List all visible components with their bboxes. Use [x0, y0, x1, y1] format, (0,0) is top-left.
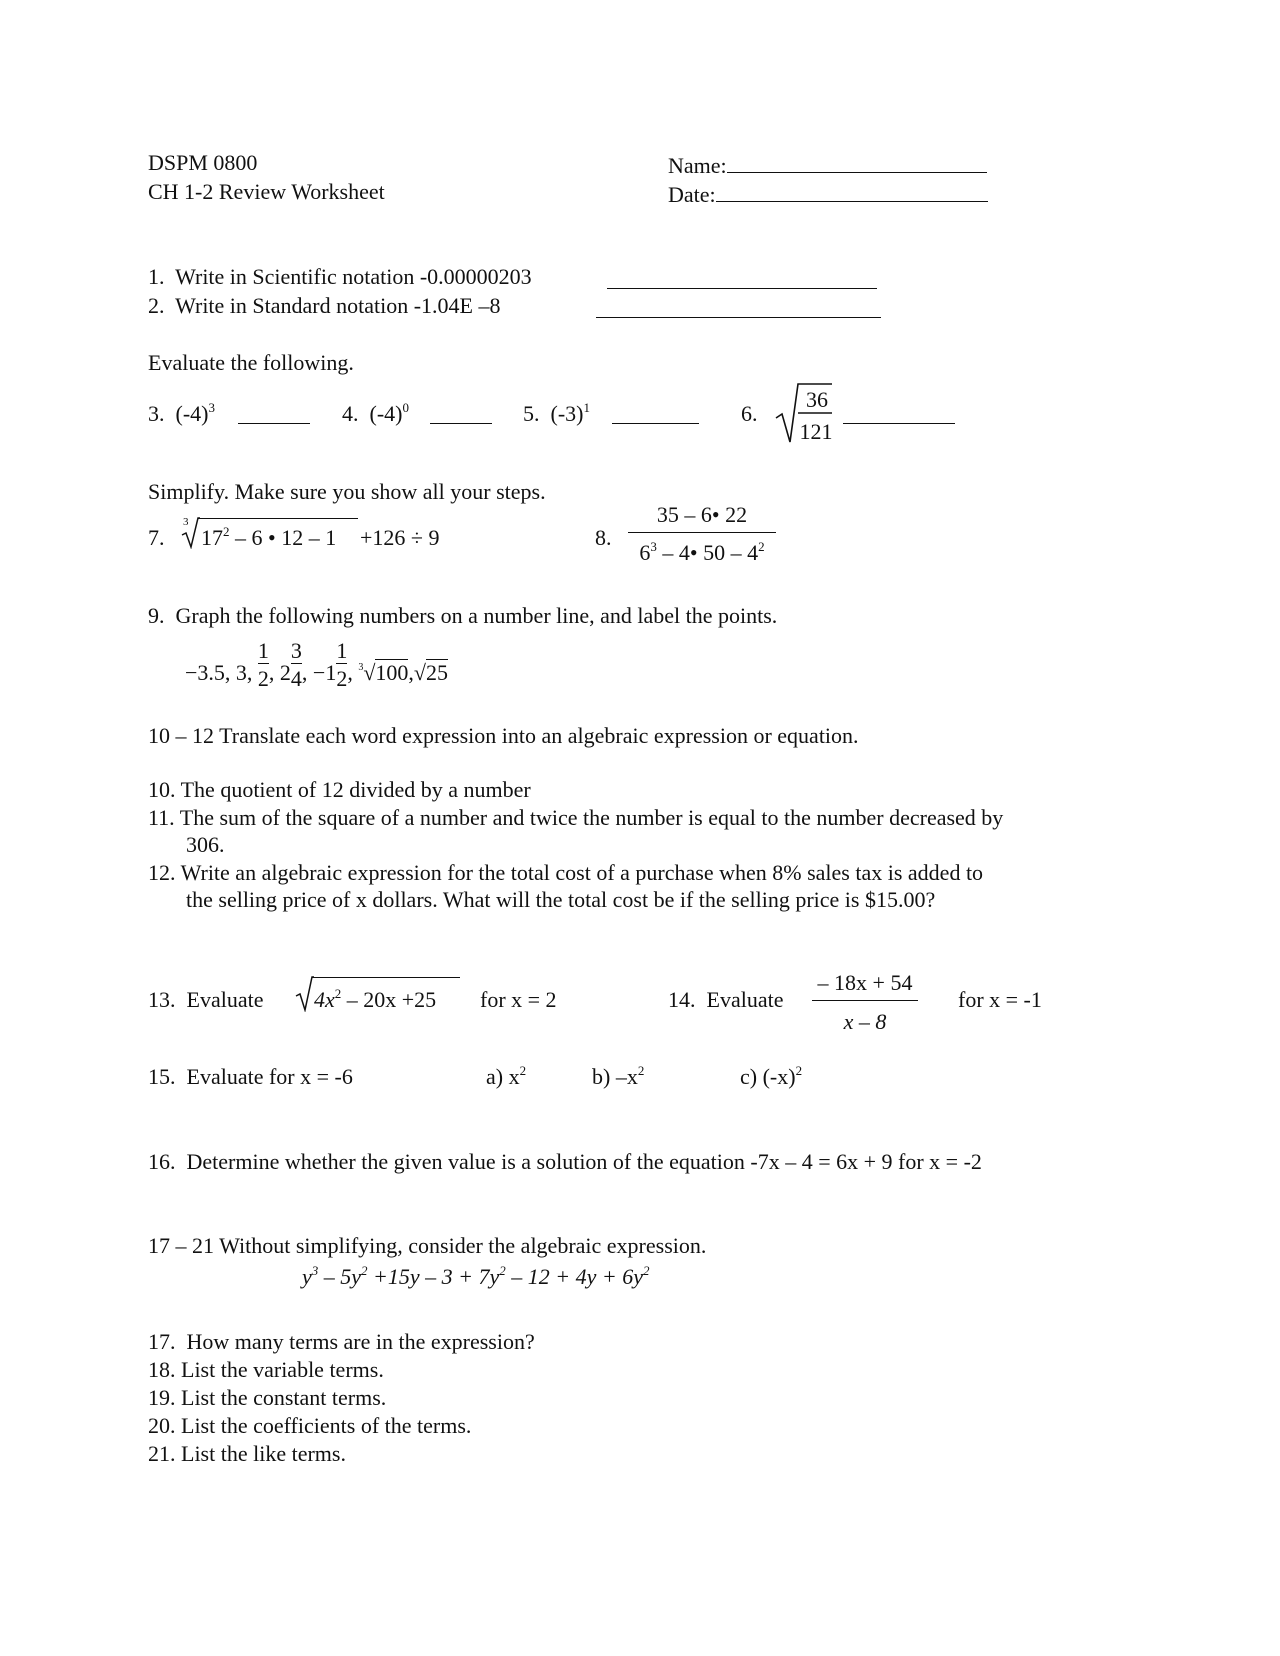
- q9-number: 9.: [148, 603, 165, 628]
- q9-f3-num: 1: [336, 638, 348, 663]
- q15-c-exponent: 2: [795, 1063, 803, 1078]
- q7-rest: – 6 • 12 – 1: [235, 525, 337, 550]
- name-field: [668, 152, 987, 177]
- q15-part-b: [592, 1063, 645, 1089]
- q15-part-c: [740, 1063, 803, 1089]
- q9-fraction-1: [258, 638, 269, 692]
- q1-text: Write in Scientific notation -0.00000203: [175, 264, 532, 289]
- course-code: DSPM 0800: [148, 150, 258, 175]
- expr-part-4: – 12 + 4y + 6y: [511, 1264, 643, 1289]
- question-4: [342, 400, 409, 426]
- q9-root-2-radicand: 25: [426, 659, 448, 685]
- q9-fraction-2: [291, 638, 302, 692]
- q9-root-1: $^3$√100: [358, 659, 409, 685]
- q4-exponent: 0: [402, 400, 409, 415]
- q8-den-exponent: 3: [650, 539, 657, 554]
- q19-text: List the constant terms.: [181, 1385, 387, 1410]
- q5-number: 5.: [523, 401, 540, 426]
- question-12: [148, 862, 983, 884]
- q10-text: The quotient of 12 divided by a number: [180, 777, 531, 802]
- question-14: [668, 989, 783, 1011]
- q11-line-1: The sum of the square of a number and twice the number is equal to the number decreased by: [179, 805, 1004, 830]
- q7-expression: [180, 515, 470, 551]
- expression-heading: 17 – 21 Without simplifying, consider the algebraic expression.: [148, 1233, 707, 1258]
- q3-exponent: 3: [208, 400, 215, 415]
- q8-denominator: [628, 539, 776, 565]
- q21-number: 21.: [148, 1441, 176, 1466]
- question-11: [148, 807, 1003, 829]
- radical-icon: [294, 974, 314, 1012]
- q20-text: List the coefficients of the terms.: [181, 1413, 472, 1438]
- question-10: [148, 779, 531, 801]
- q1-number: 1.: [148, 264, 165, 289]
- q15-b-text: b) –x: [592, 1064, 638, 1089]
- translate-heading: 10 – 12 Translate each word expression into an algebraic expression or equation.: [148, 723, 859, 748]
- q14-condition: for x = -1: [958, 987, 1042, 1012]
- q14-label: Evaluate: [706, 987, 784, 1012]
- q13-condition: for x = 2: [480, 987, 557, 1012]
- q9-f3-den: 2: [336, 663, 347, 691]
- q16-number: 16.: [148, 1149, 176, 1174]
- q13-label: Evaluate: [186, 987, 264, 1012]
- q6-denominator: 121: [799, 419, 833, 444]
- q9-root-2: √25: [413, 659, 448, 685]
- q2-answer-blank: [596, 297, 881, 318]
- q4-answer-blank: [430, 403, 492, 424]
- q9-comma-2: ,: [408, 659, 414, 685]
- q14-fraction-bar: [812, 1000, 918, 1001]
- q14-number: 14.: [668, 987, 696, 1012]
- q5-exponent: 1: [583, 400, 590, 415]
- q21-text: List the like terms.: [181, 1441, 346, 1466]
- q15-label: Evaluate for x = -6: [186, 1064, 353, 1089]
- q8-numerator: 35 – 6• 22: [656, 502, 748, 527]
- q15-a-text: a) x: [486, 1064, 520, 1089]
- q18-number: 18.: [148, 1357, 176, 1382]
- q9-root-1-radicand: 100: [375, 659, 409, 685]
- q9-text: Graph the following numbers on a number line, and label the points.: [175, 603, 778, 628]
- question-15: [148, 1066, 353, 1088]
- question-13: [148, 989, 263, 1011]
- question-16: [148, 1151, 982, 1173]
- question-20: [148, 1415, 471, 1437]
- q20-number: 20.: [148, 1413, 176, 1438]
- q16-text: Determine whether the given value is a solution of the equation -7x – 4 = 6x + 9 for x = -2: [186, 1149, 982, 1174]
- q7-number: 7.: [148, 525, 165, 550]
- q12-line-2: the selling price of x dollars. What will the total cost be if the selling price is $15.00?: [186, 887, 936, 912]
- q7-exponent: 2: [223, 524, 230, 539]
- q9-root-1-index: 3: [358, 661, 364, 673]
- q8-number: 8.: [595, 525, 612, 550]
- question-2: [148, 295, 501, 317]
- q9-f1-num: 1: [257, 638, 269, 663]
- q12-number: 12.: [148, 860, 176, 885]
- q9-lead: −3.5, 3,: [185, 659, 253, 685]
- q13-term-b: – 20x +25: [346, 987, 437, 1012]
- q15-number: 15.: [148, 1064, 176, 1089]
- q6-radical: [774, 380, 834, 446]
- question-3: [148, 400, 215, 426]
- q11-line-2: 306.: [186, 832, 225, 857]
- evaluate-heading: Evaluate the following.: [148, 350, 354, 375]
- simplify-heading: Simplify. Make sure you show all your steps.: [148, 479, 546, 504]
- q12-line-1: Write an algebraic expression for the total cost of a purchase when 8% sales tax is added to: [180, 860, 984, 885]
- q4-base: (-4): [369, 401, 403, 426]
- q5-base: (-3): [550, 401, 584, 426]
- q13-term-a: 4x: [314, 987, 335, 1012]
- q9-f1-den: 2: [258, 663, 269, 691]
- q13-radicand: [314, 986, 437, 1012]
- q7-root-index: 3: [183, 516, 189, 528]
- question-1: [148, 266, 532, 288]
- q19-number: 19.: [148, 1385, 176, 1410]
- q9-fraction-3: [336, 638, 347, 692]
- q17-number: 17.: [148, 1329, 176, 1354]
- q8-den-base: 6: [639, 540, 651, 565]
- expr-exp-2: 2: [361, 1263, 368, 1278]
- q2-number: 2.: [148, 293, 165, 318]
- q6-answer-blank: [843, 403, 955, 424]
- q13-vinculum: [312, 977, 460, 978]
- expr-exp-4: 2: [643, 1263, 650, 1278]
- q15-a-exponent: 2: [519, 1063, 527, 1078]
- q5-answer-blank: [612, 403, 699, 424]
- q3-number: 3.: [148, 401, 165, 426]
- algebraic-expression: [302, 1263, 650, 1289]
- q13-exponent: 2: [334, 986, 342, 1001]
- q11-number: 11.: [148, 805, 175, 830]
- cube-root-icon: [180, 515, 200, 549]
- q13-radical: [294, 974, 464, 1014]
- q17-text: How many terms are in the expression?: [186, 1329, 535, 1354]
- question-5: [523, 400, 590, 426]
- q15-part-a: [486, 1063, 527, 1089]
- q4-number: 4.: [342, 401, 359, 426]
- q2-text: Write in Standard notation -1.04E –8: [175, 293, 501, 318]
- date-blank: [716, 181, 988, 202]
- question-21: [148, 1443, 346, 1465]
- q6-numerator: 36: [806, 387, 828, 412]
- q9-whole-3: , −1: [301, 659, 337, 685]
- expr-part-3: +15y – 3 + 7y: [373, 1264, 500, 1289]
- q15-b-exponent: 2: [637, 1063, 645, 1078]
- q14-denominator: x – 8: [843, 1009, 887, 1034]
- expr-exp-3: 2: [499, 1263, 506, 1278]
- q9-numbers: [185, 636, 448, 692]
- q13-number: 13.: [148, 987, 176, 1012]
- q10-number: 10.: [148, 777, 176, 802]
- question-17: [148, 1331, 535, 1353]
- expr-exp-1: 3: [311, 1263, 319, 1278]
- q7-radicand: [201, 524, 337, 550]
- q15-c-text: c) (-x): [740, 1064, 796, 1089]
- name-blank: [727, 152, 987, 173]
- expr-part-2: – 5y: [323, 1264, 362, 1289]
- q9-comma-1: ,: [347, 659, 353, 685]
- q3-base: (-4): [175, 401, 209, 426]
- q8-den-exponent-2: 2: [758, 539, 765, 554]
- q9-whole-2: , 2: [268, 659, 291, 685]
- question-9: [148, 605, 777, 627]
- date-field: [668, 181, 988, 206]
- q14-numerator: – 18x + 54: [817, 970, 913, 995]
- q7-base: 17: [201, 525, 223, 550]
- q9-f2-num: 3: [290, 638, 302, 663]
- name-label: Name:: [668, 153, 727, 178]
- expr-part-1: y: [302, 1264, 312, 1289]
- q1-answer-blank: [607, 268, 877, 289]
- q7-tail: +126 ÷ 9: [360, 525, 440, 550]
- q3-answer-blank: [238, 403, 310, 424]
- question-19: [148, 1387, 386, 1409]
- date-label: Date:: [668, 182, 716, 207]
- q8-fraction-bar: [628, 532, 776, 533]
- worksheet-title: CH 1-2 Review Worksheet: [148, 179, 385, 204]
- q8-den-middle: – 4• 50 – 4: [662, 540, 759, 565]
- q18-text: List the variable terms.: [181, 1357, 384, 1382]
- q6-number: 6.: [741, 401, 758, 426]
- q9-f2-den: 4: [291, 663, 302, 691]
- q7-vinculum: [198, 518, 358, 519]
- question-18: [148, 1359, 384, 1381]
